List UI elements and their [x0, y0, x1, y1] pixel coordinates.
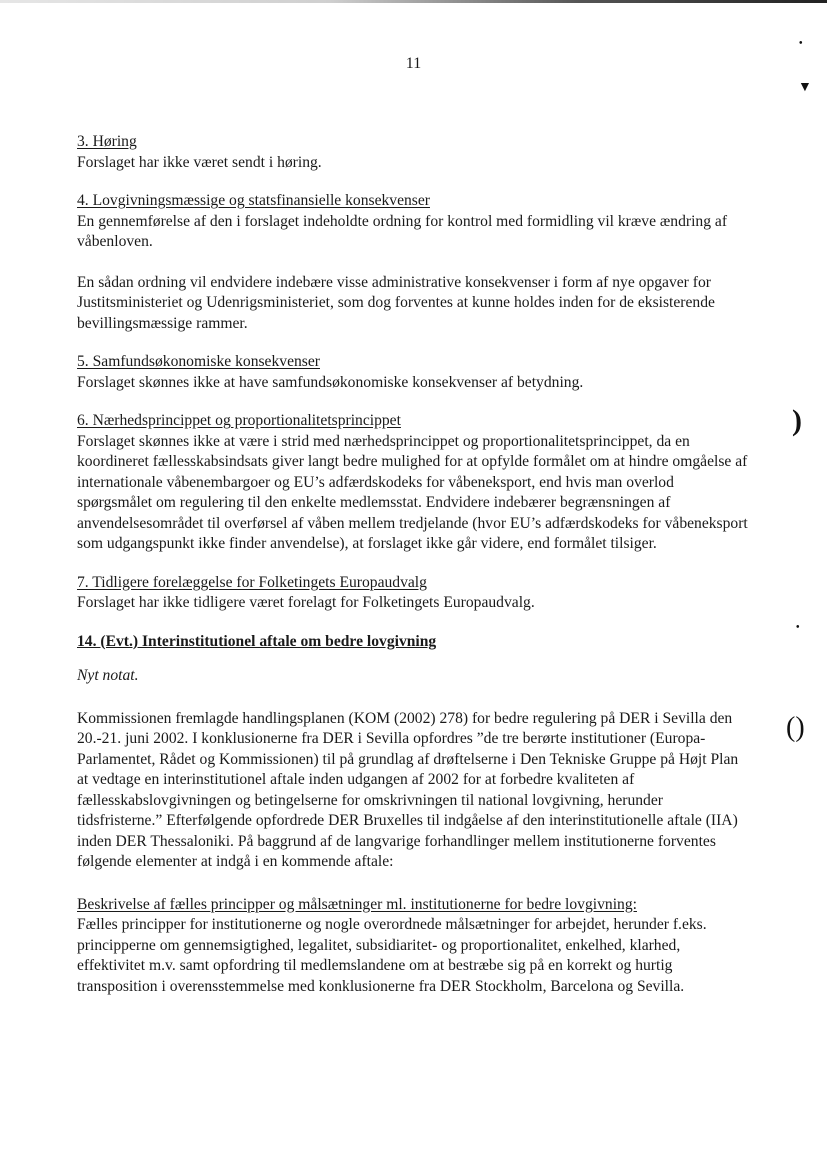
subsection-heading: Beskrivelse af fælles principper og målsætninger ml. institutionerne for bedre lovgivning:: [77, 895, 637, 913]
section-text: Forslaget skønnes ikke at have samfundsøkonomiske konsekvenser af betydning.: [77, 373, 584, 391]
section-forelaeggelse: [77, 573, 749, 614]
binder-hole-mark: (): [786, 712, 805, 743]
section-samfundsoekonomi: [77, 352, 749, 393]
section-heading: 3. Høring: [77, 133, 137, 150]
subsection-principper: [77, 895, 749, 998]
binder-hole-mark: ): [792, 404, 802, 437]
section-lovgivning: [77, 191, 749, 334]
section-heading: 5. Samfundsøkonomiske konsekvenser: [77, 353, 320, 370]
note-label: Nyt notat.: [77, 667, 139, 684]
section-text: Forslaget skønnes ikke at være i strid med nærhedsprincippet og proportionalitetsprincippet, da en koordineret fællesskabsindsats giver langt bedre mulighed for at opfylde formålet om at hindre omgåelse af internationale våbenembargoer og EU’s adfærdskodeks for våbeneksport, end hvis man overlod spørgsmålet om regulering til den enkelte medlemsstat. Endvidere indebærer begrænsningen af anvendelsesområdet til overførsel af våben mellem tredjelande (hvor EU’s adfærdskodeks for våbeneksport som udgangspunkt ikke finder anvendelse), at forslaget ikke går videre, end formålet tilsiger.: [77, 432, 748, 552]
scan-mark: ▼: [798, 80, 812, 95]
section-text: Forslaget har ikke været sendt i høring.: [77, 153, 322, 171]
scan-mark: •: [796, 622, 800, 633]
subsection-text: Fælles principper for institutionerne og nogle overordnede målsætninger for arbejdet, herunder f.eks. principperne om gennemsigtighed, legalitet, subsidiaritet- og proportionalitet, enkelhed, klarhed, effektivitet m.v. samt opfordring til medlemslandene om at bestræbe sig på en korrekt og hurtig transposition i overensstemmelse med konklusionerne fra DER Stockholm, Barcelona og Sevilla.: [77, 916, 707, 995]
page-number: 11: [405, 55, 422, 72]
section-hoering: [77, 132, 749, 173]
document-body: [77, 132, 749, 1015]
section-text: En gennemførelse af den i forslaget indeholdte ordning for kontrol med formidling vil kræve ændring af våbenloven.: [77, 212, 728, 250]
section-heading: 4. Lovgivningsmæssige og statsfinansielle konsekvenser: [77, 192, 430, 209]
scan-mark: •: [799, 38, 803, 49]
item-heading: 14. (Evt.) Interinstitutionel aftale om bedre lovgivning: [77, 632, 437, 650]
section-heading: 6. Nærhedsprincippet og proportionalitetsprincippet: [77, 412, 401, 429]
section-heading: 7. Tidligere forelæggelse for Folketingets Europaudvalg: [77, 573, 427, 591]
section-naerhedsprincippet: [77, 411, 749, 555]
section-text: Forslaget har ikke tidligere været forelagt for Folketingets Europaudvalg.: [77, 594, 535, 611]
item-intro-text: Kommissionen fremlagde handlingsplanen (KOM (2002) 278) for bedre regulering på DER i Sevilla den 20.-21. juni 2002. I konklusionerne fra DER i Sevilla opfordres ”de tre berørte institutioner (Europa-Parlamentet, Rådet og Kommissionen) til på grundlag af drøftelserne i Den Tekniske Gruppe på Højt Plan at vedtage en interinstitutionel aftale inden udgangen af 2002 for at forbedre kvaliteten af fællesskabslovgivningen og betingelserne for omskrivningen til national lovgivning, herunder tidsfristerne.” Efterfølgende opfordrede DER Bruxelles til indgåelse af den interinstitutionelle aftale (IIA) inden DER Thessaloniki. På baggrund af de langvarige forhandlinger mellem institutionerne forventes følgende elementer at indgå i en kommende aftale:: [77, 709, 739, 870]
section-text: En sådan ordning vil endvidere indebære visse administrative konsekvenser i form af nye opgaver for Justitsministeriet og Udenrigsministeriet, som dog forventes at kunne holdes inden for de eksisterende bevillingsmæssige rammer.: [77, 273, 715, 332]
scan-edge: [0, 0, 827, 3]
